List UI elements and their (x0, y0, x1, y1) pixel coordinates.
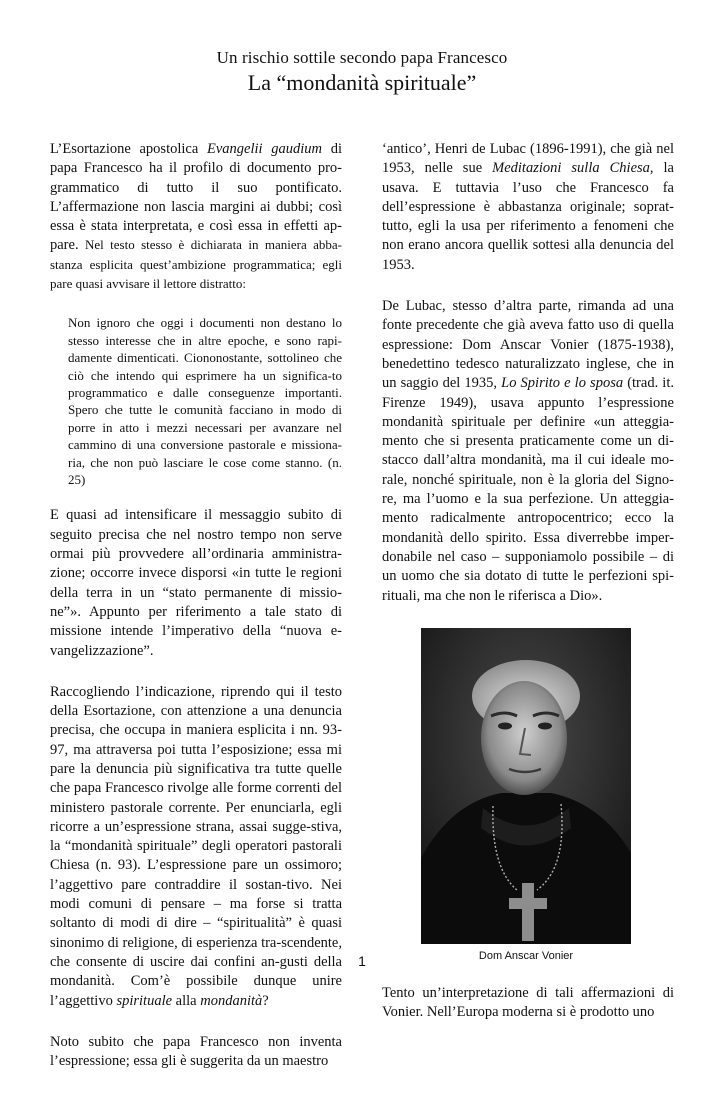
article-title: La “mondanità spirituale” (247, 70, 477, 95)
book-title: Lo Spirito e lo sposa (501, 375, 624, 392)
text-run: De Lubac, stesso d’altra parte, rimanda ad una fonte precedente che già aveva fatto uso di quella espressione: Dom Anscar Vonier (1875-1938), benedettino tedesco naturalizzato inglese, che in un saggio del 1935, (382, 298, 674, 392)
text-run-small: Nel testo stesso è dichiarata in maniera abba-stanza esplicita quest’ambizione programmatica; egli pare quasi avvisare il lettore distratto: (50, 237, 342, 292)
text-run: ? (262, 992, 269, 1009)
page-number: 1 (358, 953, 366, 969)
right-column (382, 140, 674, 1044)
article-kicker: Un rischio sottile secondo papa Francesco (216, 48, 508, 67)
portrait-figure (421, 628, 631, 962)
paragraph-de-lubac (382, 140, 674, 275)
text-run: L’Esortazione apostolica (50, 141, 207, 157)
block-quote: Non ignoro che oggi i documenti non destano lo stesso interesse che in altre epoche, e sono rapi-damente dimenticati. Ciononostante, sottolineo che ciò che intendo qui esprimere ha un significa-to programmatico e dalle conseguenze importanti. Spero che tutte le comunità facciano in modo di porre in atto i mezzi necessari per avanzare nel cammino di una conversione pastorale e missiona-ria, che non può lasciare le cose come stanno. (n. 25) (68, 315, 342, 488)
text-run: di papa Francesco ha il profilo di documento pro-grammatico di tutto il suo pontificato. L’affermazione non lascia margini ai dubbi; così essa è stata interpretata, e così essa in effetti ap-pare. (50, 141, 342, 254)
book-title: Meditazioni sulla Chiesa, (492, 160, 654, 177)
paragraph-vonier (382, 297, 674, 606)
emphasis: mondanità (200, 992, 263, 1009)
paragraph-origin: Noto subito che papa Francesco non inventa l’espressione; essa gli è suggerita da un maestro (50, 1033, 342, 1070)
portrait-photo (421, 628, 631, 944)
left-column (50, 140, 342, 1093)
text-run: ‘antico’, Henri de Lubac (1896-1991), che già nel 1953, nelle sue (382, 141, 674, 177)
paragraph-interpretation: Tento un’interpretazione di tali affermazioni di Vonier. Nell’Europa moderna si è prodotto uno (382, 984, 674, 1021)
article-header (0, 47, 724, 96)
paragraph-mission: E quasi ad intensificare il messaggio subito di seguito precisa che nel nostro tempo non serve ormai più provvedere all’ordinaria amministra-zione; occorre invece disporsi «in tutte le regioni della terra in un “stato permanente di missio-ne”». Appunto per riferimento a tale stato di missione intende l’imperativo della “nuova e-vangelizzazione”. (50, 507, 342, 659)
text-run: alla (172, 992, 201, 1009)
text-run: la usava. E tuttavia l’uso che Francesco fa dell’espressione è abbastanza originale; soprat-tutto, egli la usa per riferimento a fenomeni che non erano ancora quellik sottesi alla denuncia del 1953. (382, 160, 674, 273)
paragraph-intro (50, 140, 342, 294)
text-run: Raccogliendo l’indicazione, riprendo qui il testo della Esortazione, con attenzione a una denuncia precisa, che occupa in maniera esplicita i nn. 93-97, ma attraversa poi tutta l’esposizione; essa mi pare la denuncia più significativa tra tutte quelle che papa Francesco rivolge alle forme correnti del ministero pastorale corrente. Per enunciarla, egli ricorre a un’espressione strana, assai sugge-stiva, la “mondanità spirituale” degli operatori pastorali Chiesa (n. 93). L’espressione pare un ossimoro; l’aggettivo pare contraddire il sostan-tivo. Nei modi comuni di pensare – ma forse si tratta soltanto di modi di dire – “spiritualità” è quasi sinonimo di religione, di esperienza tra-scendente, che consente di uscire dai confini an-gusti della mondanità. Com’è possibile dunque unire l’aggettivo (50, 683, 342, 1009)
text-run: (trad. it. Firenze 1949), usava appunto l’espressione mondanità spirituale per definire «un atteggia-mento che si presenta praticamente come un di-stacco dall’altra mondanità, ma il cui ideale mo-rale, nonché spirituale, non è la gloria del Signo-re, ma l’uomo e la sua perfezione. Un atteggia-mento radicalmente antropocentrico; ecco la mondanità dello spirito. Essa diverrebbe imper-donabile nel caso – supponiamolo possibile – di un uomo che sia dotato di tutte le perfezioni spi-rituali, ma che non le riferisca a Dio». (382, 375, 674, 604)
emphasis: spirituale (116, 992, 173, 1009)
document-title: Evangelii gaudium (206, 141, 322, 157)
portrait-caption: Dom Anscar Vonier (478, 949, 574, 962)
